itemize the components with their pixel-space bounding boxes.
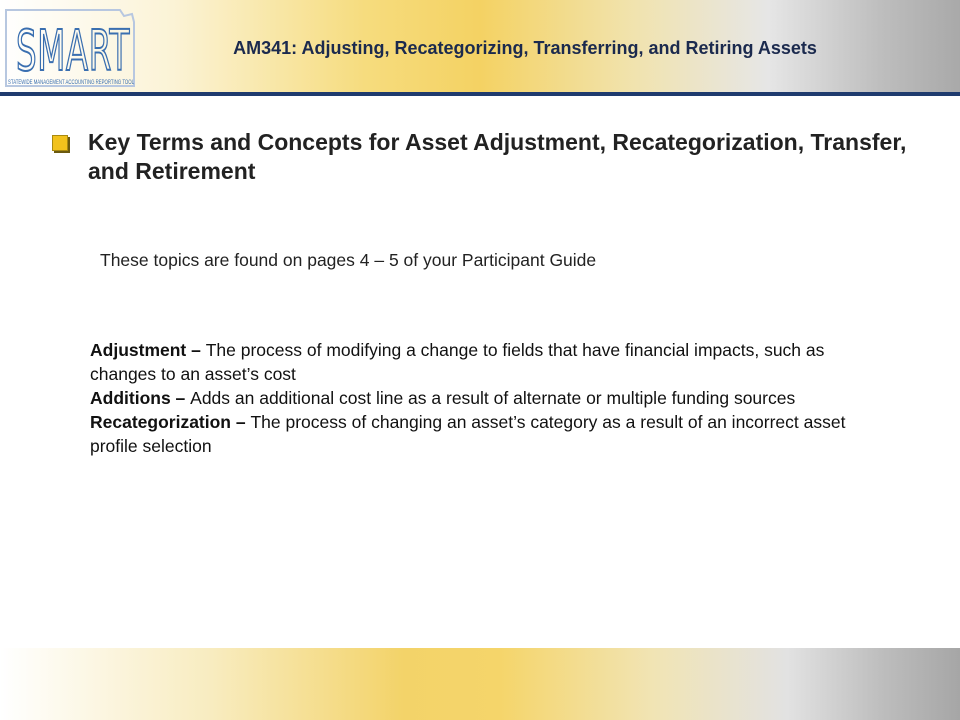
definitions-list	[90, 338, 850, 458]
participant-guide-note: These topics are found on pages 4 – 5 of your Participant Guide	[100, 250, 597, 270]
footer-band	[0, 648, 960, 720]
definition-term: Additions –	[90, 388, 191, 408]
definition-item	[90, 386, 850, 410]
definition-item	[90, 410, 850, 458]
definition-item	[90, 338, 850, 386]
definition-text: The process of changing an asset’s category as a result of an incorrect asset profile selection	[90, 412, 846, 456]
svg-text:STATEWIDE MANAGEMENT ACCOUNTIN: STATEWIDE MANAGEMENT ACCOUNTING REPORTING TOOL	[8, 79, 135, 86]
definition-text: The process of modifying a change to fields that have financial impacts, such as changes to an asset’s cost	[90, 340, 825, 384]
definition-text: Adds an additional cost line as a result of alternate or multiple funding sources	[190, 388, 796, 408]
square-bullet-icon	[52, 135, 68, 151]
header-rule	[0, 92, 960, 96]
section-heading: Key Terms and Concepts for Asset Adjustment, Recategorization, Transfer, and Retirement	[88, 129, 907, 184]
definition-term: Recategorization –	[90, 412, 251, 432]
section-heading-row	[52, 128, 932, 186]
definition-term: Adjustment –	[90, 340, 206, 360]
slide-title: AM341: Adjusting, Recategorizing, Transferring, and Retiring Assets	[233, 38, 817, 58]
smart-logo	[0, 0, 150, 92]
svg-text:SMART: SMART	[16, 19, 130, 84]
